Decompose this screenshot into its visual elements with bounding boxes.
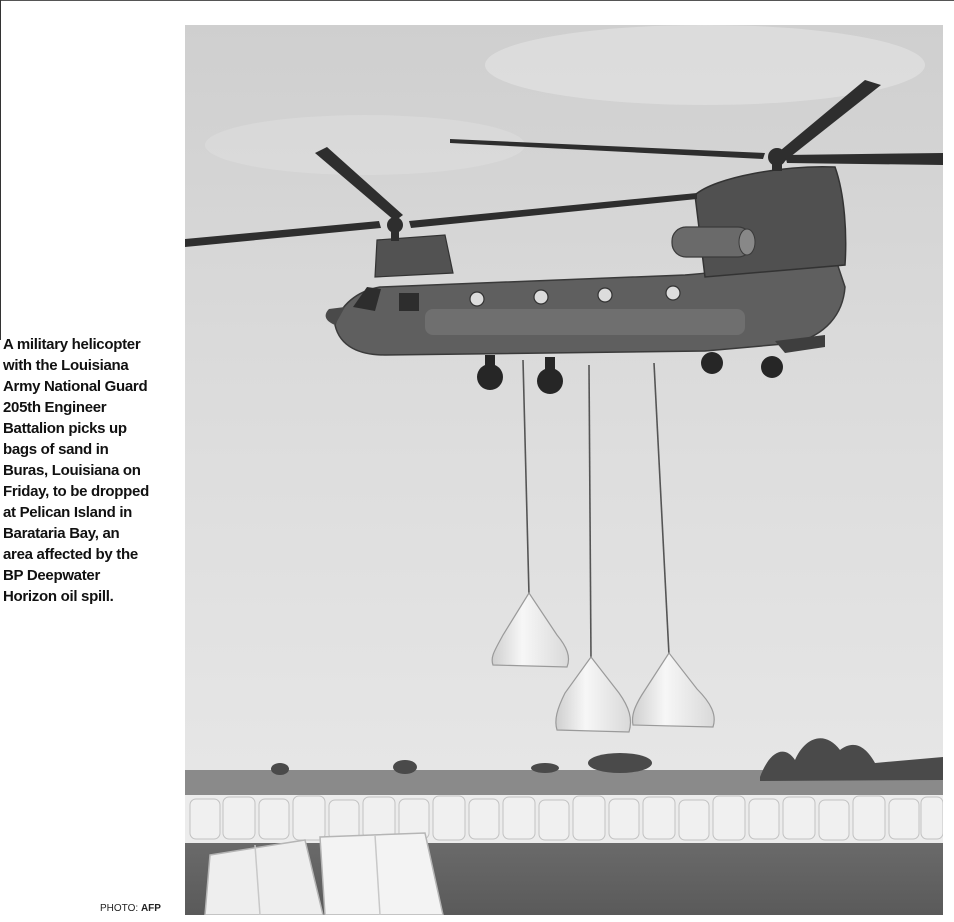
helicopter-photo-illustration [185, 25, 943, 915]
caption-line: at Pelican Island in [3, 504, 133, 521]
sandbag-field [185, 795, 943, 843]
front-pylon [375, 235, 453, 277]
caption-line: Battalion picks up [3, 420, 127, 437]
cloud [205, 115, 525, 175]
photo-credit [100, 903, 161, 914]
top-rule [0, 0, 954, 1]
left-rule [0, 0, 1, 340]
credit-label: PHOTO: [100, 903, 141, 914]
caption-line: Horizon oil spill. [3, 588, 114, 605]
caption-line: Buras, Louisiana on [3, 462, 141, 479]
photo-caption [3, 334, 165, 607]
rear-rotor-blade [785, 153, 943, 165]
rear-pylon [695, 167, 846, 277]
caption-line: with the Louisiana [3, 357, 129, 374]
news-photo [185, 25, 943, 915]
caption-line: Friday, to be dropped [3, 483, 149, 500]
caption-line: bags of sand in [3, 441, 109, 458]
caption-line: Army National Guard [3, 378, 148, 395]
caption-line: A military helicopter [3, 336, 141, 353]
caption-line: 205th Engineer [3, 399, 107, 416]
caption-line: area affected by the [3, 546, 138, 563]
credit-source: AFP [140, 903, 161, 914]
caption-line: Barataria Bay, an [3, 525, 120, 542]
caption-line: BP Deepwater [3, 567, 100, 584]
